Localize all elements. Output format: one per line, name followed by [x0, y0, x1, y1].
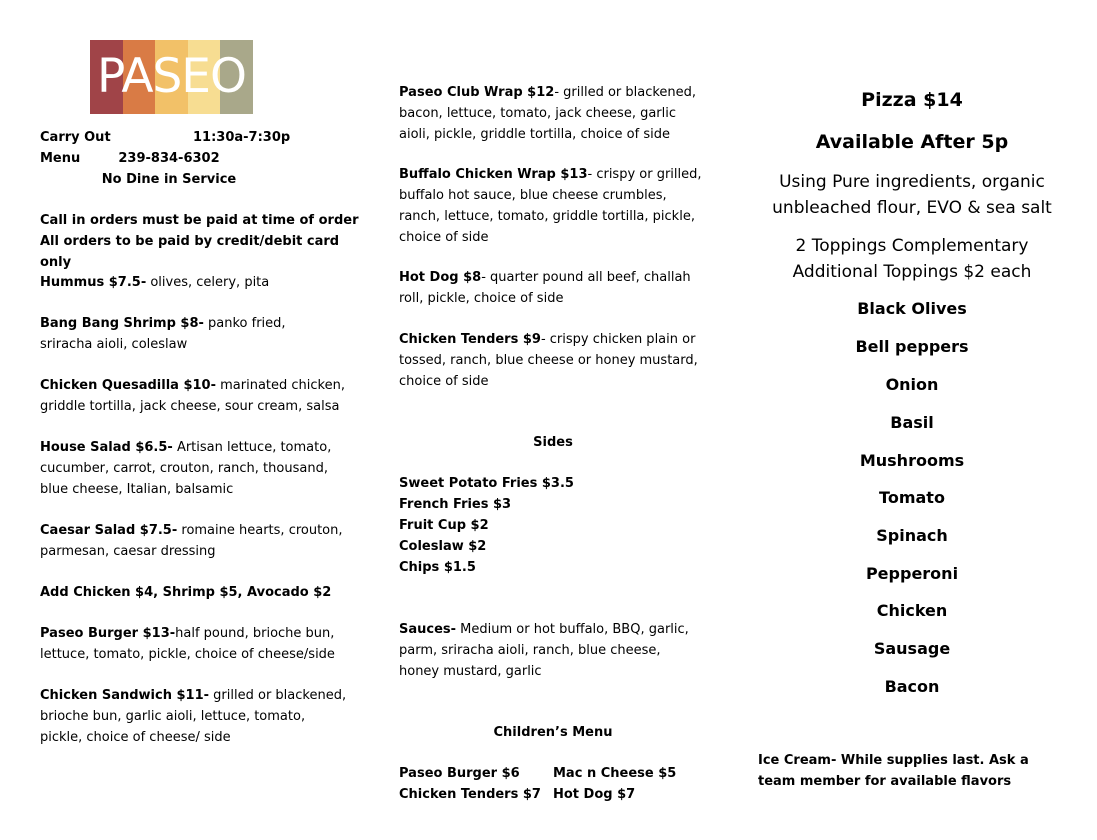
carry-out-label: Carry Out Menu	[40, 130, 111, 166]
menu-item-buffalo-wrap	[399, 164, 711, 248]
item-desc: grilled or blackened, brioche bun, garlic aioli, lettuce, tomato, pickle, choice of cheese/ side	[40, 688, 347, 745]
topping-item: Pepperoni	[865, 564, 959, 583]
kids-item: Paseo Burger $6	[399, 766, 520, 781]
menu-item-add-ons	[40, 582, 360, 603]
paseo-logo	[90, 40, 253, 114]
item-name: Chicken Quesadilla $10-	[40, 378, 216, 393]
item-desc: marinated chicken, griddle tortilla, jack cheese, sour cream, salsa	[40, 378, 345, 414]
menu-item-house-salad	[40, 437, 338, 500]
menu-item-bang-bang-shrimp	[40, 313, 340, 355]
item-desc: romaine hearts, crouton, parmesan, caesar dressing	[40, 523, 343, 559]
topping-item: Mushrooms	[859, 451, 965, 470]
menu-item-paseo-burger	[40, 623, 342, 665]
pizza-availability: Available After 5p	[815, 131, 1009, 153]
sauces-label: Sauces-	[399, 622, 457, 637]
pizza-ingredients: Using Pure ingredients, organic unbleached flour, EVO & sea salt	[772, 172, 1052, 218]
topping-item: Bell peppers	[855, 337, 969, 356]
item-name: Chicken Sandwich $11-	[40, 688, 210, 703]
item-name: Paseo Club Wrap $12	[399, 85, 555, 100]
menu-item-hummus	[40, 272, 350, 293]
topping-item: Chicken	[876, 601, 948, 620]
kids-item: Mac n Cheese $5	[553, 766, 677, 781]
kids-item: Chicken Tenders $7	[399, 787, 541, 802]
item-name: Bang Bang Shrimp $8-	[40, 316, 204, 331]
pizza-toppings-note: 2 Toppings Complementary Additional Toppings $2 each	[792, 236, 1032, 282]
payment-policy-2: All orders to be paid by credit/debit card only	[40, 234, 340, 270]
topping-item: Sausage	[873, 639, 951, 658]
pizza-title: Pizza $14	[861, 89, 963, 111]
side-item: French Fries $3	[399, 497, 512, 512]
item-desc: - crispy chicken plain or tossed, ranch, blue cheese or honey mustard, choice of side	[399, 332, 698, 389]
menu-item-chicken-sandwich	[40, 685, 350, 748]
hours-label: 11:30a-7:30p	[193, 130, 291, 145]
ice-cream-note: Ice Cream- While supplies last. Ask a team member for available flavors	[758, 753, 1029, 789]
menu-item-chicken-tenders	[399, 329, 699, 392]
sides-heading: Sides	[533, 435, 573, 450]
childrens-menu-heading: Children’s Menu	[493, 725, 613, 740]
menu-item-chicken-quesadilla	[40, 375, 345, 417]
topping-item: Spinach	[876, 526, 948, 545]
item-desc: half pound, brioche bun, lettuce, tomato, pickle, choice of cheese/side	[40, 626, 335, 662]
menu-item-hot-dog	[399, 267, 711, 309]
item-desc: - crispy or grilled, buffalo hot sauce, blue cheese crumbles, ranch, lettuce, tomato, griddle tortilla, pickle, choice of side	[399, 167, 702, 245]
kids-item: Hot Dog $7	[553, 787, 636, 802]
sauces-desc: Medium or hot buffalo, BBQ, garlic, parm, sriracha aioli, ranch, blue cheese, honey mustard, garlic	[399, 622, 689, 679]
logo-text: PASEO	[96, 49, 246, 104]
no-dine-notice: No Dine in Service	[101, 172, 237, 187]
payment-policy-1: Call in orders must be paid at time of order	[40, 213, 359, 228]
item-desc: olives, celery, pita	[146, 275, 270, 290]
topping-item: Tomato	[879, 488, 945, 507]
item-name: Caesar Salad $7.5-	[40, 523, 178, 538]
item-name: Add Chicken $4, Shrimp $5, Avocado $2	[40, 585, 332, 600]
item-name: Hot Dog $8	[399, 270, 482, 285]
topping-item: Bacon	[884, 677, 940, 696]
item-name: House Salad $6.5-	[40, 440, 173, 455]
side-item: Fruit Cup $2	[399, 518, 489, 533]
item-name: Hummus $7.5-	[40, 275, 147, 290]
item-desc: Artisan lettuce, tomato, cucumber, carrot, crouton, ranch, thousand, blue cheese, Italian, balsamic	[40, 440, 332, 497]
side-item: Chips $1.5	[399, 560, 476, 575]
topping-item: Basil	[890, 413, 934, 432]
menu-item-club-wrap	[399, 82, 709, 145]
sauces-list	[399, 619, 704, 682]
topping-item: Black Olives	[857, 299, 967, 318]
menu-item-caesar-salad	[40, 520, 345, 562]
item-name: Paseo Burger $13-	[40, 626, 176, 641]
side-item: Coleslaw $2	[399, 539, 487, 554]
side-item: Sweet Potato Fries $3.5	[399, 476, 574, 491]
item-name: Chicken Tenders $9	[399, 332, 541, 347]
item-desc: panko fried, sriracha aioli, coleslaw	[40, 316, 286, 352]
item-desc: - grilled or blackened, bacon, lettuce, tomato, jack cheese, garlic aioli, pickle, griddle tortilla, choice of side	[399, 85, 697, 142]
topping-item: Onion	[885, 375, 939, 394]
item-name: Buffalo Chicken Wrap $13	[399, 167, 588, 182]
item-desc: - quarter pound all beef, challah roll, pickle, choice of side	[399, 270, 691, 306]
phone-number: 239-834-6302	[118, 151, 220, 166]
